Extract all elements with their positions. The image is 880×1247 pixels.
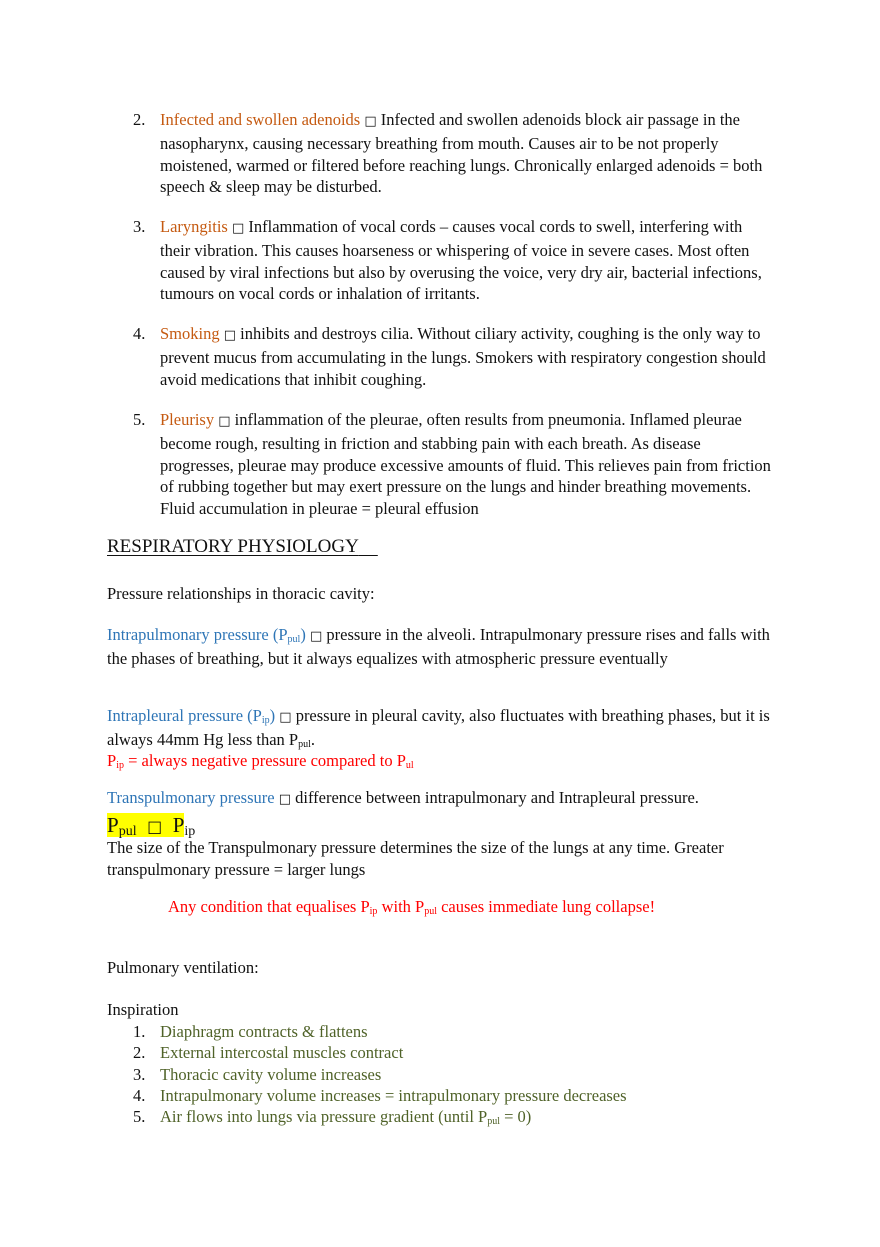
arrow-icon: □: [223, 328, 237, 343]
item-number: 4.: [133, 324, 146, 343]
item-text: Infected and swollen adenoids block air passage in the nasopharynx, causing necessary breathing from mouth. Causes air to be not properly moistened, warmed or filtered before reaching lungs. Chronically enlarged adenoids = both speech & sleep may be disturbed.: [160, 110, 763, 197]
pressure-intro: Pressure relationships in thoracic cavity:: [107, 584, 375, 603]
term-label: Intrapulmonary pressure $(P_{pul})$: [107, 625, 306, 645]
arrow-icon: □: [147, 817, 163, 836]
arrow-icon: □: [279, 710, 292, 725]
transpulmonary-formula: $P_{pul}$ □ $P_{ip}$: [107, 813, 196, 839]
item-text: inflammation of the pleurae, often results from pneumonia. Inflamed pleurae become rough, resulting in friction and stabbing pain with each breath. As disease progresses, pleurae may produce excessive amounts of fluid. This relieves pain from friction of rubbing together but may exert pressure on the lungs and hinder breathing movements. Fluid accumulation in pleurae = pleural effusion: [160, 410, 771, 519]
item-text: Inflammation of vocal cords – causes vocal cords to swell, interfering with their vibration. This causes hoarseness or whispering of voice in severe cases. Most often caused by viral infections but also by overusing the voice, very dry air, bacterial infections, tumours on vocal cords or inhalation of irritants.: [160, 217, 762, 304]
collapse-warning: Any condition that equalises $P_{ip}$ with $P_{pul}$ causes immediate lung collapse!: [168, 897, 656, 917]
list-item: [133, 216, 773, 305]
item-number: 5.: [133, 410, 146, 429]
intrapulmonary-paragraph: Intrapulmonary pressure $(P_{pul})$ □ pressure in the alveoli. Intrapulmonary pressure rises and falls with the phases of breathing, but it always equalizes with atmospheric pressure eventually: [107, 625, 770, 668]
list-item: [133, 109, 773, 198]
note-negative-pressure: $P_{ip}$ = always negative pressure compared to $P_{ul}$: [107, 751, 414, 771]
arrow-icon: □: [231, 221, 245, 236]
list-item: 2. External intercostal muscles contract: [133, 1043, 404, 1062]
size-paragraph: The size of the Transpulmonary pressure determines the size of the lungs at any time. Greater transpulmonary pressure = larger lungs: [107, 838, 724, 879]
item-title: Laryngitis: [160, 217, 228, 236]
list-item: 4. Intrapulmonary volume increases = intrapulmonary pressure decreases: [133, 1086, 627, 1105]
item-text: inhibits and destroys cilia. Without ciliary activity, coughing is the only way to prevent mucus from accumulating in the lungs. Smokers with respiratory congestion should avoid medications that inhibit coughing.: [160, 324, 766, 389]
item-title: Smoking: [160, 324, 220, 343]
intrapleural-paragraph: Intrapleural pressure $(P_{ip})$ □ pressure in pleural cavity, also fluctuates with breathing phases, but it is always 44mm Hg less than $P_{pul}$. $P_{ip}$ = always negative pressure compared to $P_{ul}$: [107, 706, 770, 771]
list-item: [133, 323, 773, 390]
transpulmonary-paragraph: Transpulmonary pressure □ difference between intrapulmonary and Intrapleural pressure.: [107, 788, 699, 807]
item-number: 2.: [133, 110, 146, 129]
arrow-icon: □: [309, 629, 323, 644]
term-label: Transpulmonary pressure: [107, 788, 275, 807]
ventilation-heading: Pulmonary ventilation:: [107, 958, 259, 977]
item-title: Infected and swollen adenoids: [160, 110, 361, 129]
item-title: Pleurisy: [160, 410, 215, 429]
list-item: 5. Air flows into lungs via pressure gradient (until $P_{pul} = 0$): [133, 1107, 532, 1127]
item-number: 3.: [133, 217, 146, 236]
inspiration-heading: Inspiration: [107, 1000, 179, 1019]
list-item: 1. Diaphragm contracts & flattens: [133, 1022, 368, 1041]
arrow-icon: □: [218, 414, 231, 429]
list-item: [133, 409, 773, 520]
term-label: Intrapleural pressure $(P_{ip})$: [107, 706, 276, 726]
list-item: 3. Thoracic cavity volume increases: [133, 1065, 382, 1084]
section-heading: RESPIRATORY PHYSIOLOGY: [107, 536, 359, 557]
arrow-icon: □: [364, 114, 377, 129]
arrow-icon: □: [278, 792, 291, 807]
